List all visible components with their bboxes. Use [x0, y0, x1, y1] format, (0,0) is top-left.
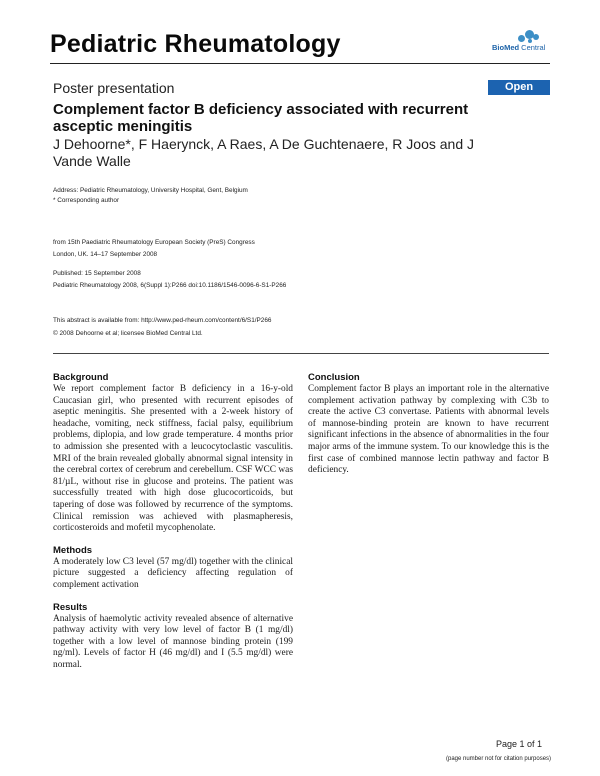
- conclusion-section: [308, 372, 549, 477]
- section-heading-conclusion: Conclusion: [308, 372, 360, 383]
- copyright-line: © 2008 Dehoorne et al; licensee BioMed Central Ltd.: [53, 330, 203, 337]
- logo-wordmark: BioMed Central: [492, 43, 546, 52]
- abstract-url[interactable]: This abstract is available from: http://www.ped-rheum.com/content/6/S1/P266: [53, 317, 272, 324]
- journal-title: Pediatric Rheumatology: [50, 30, 341, 58]
- page-number: Page 1 of 1: [496, 739, 543, 749]
- section-text-background: We report complement factor B deficiency in a 16-y-old Caucasian girl, who presented with recurrent episodes of aseptic meningitis. She presented with a 2-week history of headache, vomiting, neck stiffness, facial palsy, equilibrium problems, diplopia, and low grade temperature. 4 months prior to admission she presented with a leucocytoclastic vasculitis. MRI of the brain revealed globally abnormal signal intensity in the cerebral cortex of cerebrum and cerebellum. CSF WCC was 81/µL, without rise in glucose and proteins. The patient was successfully treated with high dose glucocorticoids, but tapering of dose was followed by recurrence of the symptoms. Clinical remission was achieved with plasmapheresis, corticosteroids and mofetil mycophenolate.: [53, 384, 293, 534]
- corresponding-author-note: * Corresponding author: [53, 197, 120, 204]
- article-type-label: Poster presentation: [53, 80, 175, 96]
- page-number-note: (page number not for citation purposes): [446, 756, 552, 762]
- author-address: Address: Pediatric Rheumatology, University Hospital, Gent, Belgium: [53, 187, 248, 194]
- section-heading-results: Results: [53, 601, 88, 613]
- congress-line-2: London, UK. 14–17 September 2008: [53, 251, 158, 258]
- methods-section: [53, 545, 293, 592]
- left-column: [53, 372, 293, 681]
- paper-title: Complement factor B deficiency associated with recurrent asceptic meningitis: [53, 101, 469, 135]
- right-column: [308, 372, 549, 487]
- published-date: Published: 15 September 2008: [53, 270, 141, 277]
- biomed-central-logo: [492, 29, 552, 53]
- header-divider: [50, 63, 550, 64]
- section-heading-background: Background: [53, 372, 109, 383]
- section-text-conclusion: Complement factor B plays an important role in the alternative complement activation pathway by complexing with C3b to create the active C3 convertase. Patients with abnormal levels of mannose-binding protein are known to have recurrent significant infections in the absence of abnormalities in the four major arms of the immune system. To our knowledge this is the first case of combined mannose lectin pathway and factor B deficiency.: [308, 384, 549, 476]
- meta-divider: [53, 353, 549, 354]
- open-access-badge: Open Access: [488, 80, 550, 95]
- section-text-methods: A moderately low C3 level (57 mg/dl) together with the clinical picture suggested a deficiency affecting regulation of complement activation: [53, 556, 293, 590]
- results-section: [53, 602, 293, 672]
- author-list: J Dehoorne*, F Haerynck, A Raes, A De Guchtenaere, R Joos and J Vande Walle: [53, 136, 475, 169]
- section-text-results: Analysis of haemolytic activity revealed absence of alternative pathway activity with very low level of factor B (1 mg/dl) together with a low level of mannose binding protein (199 ng/ml). Levels of factor H (46 mg/dl) and I (5.5 mg/dl) were normal.: [53, 613, 293, 670]
- background-section: [53, 372, 293, 535]
- congress-line-1: from 15th Paediatric Rheumatology European Society (PreS) Congress: [53, 239, 255, 246]
- citation-doi: Pediatric Rheumatology 2008, 6(Suppl 1):P266 doi:10.1186/1546-0096-6-S1-P266: [53, 282, 287, 289]
- section-heading-methods: Methods: [53, 544, 93, 556]
